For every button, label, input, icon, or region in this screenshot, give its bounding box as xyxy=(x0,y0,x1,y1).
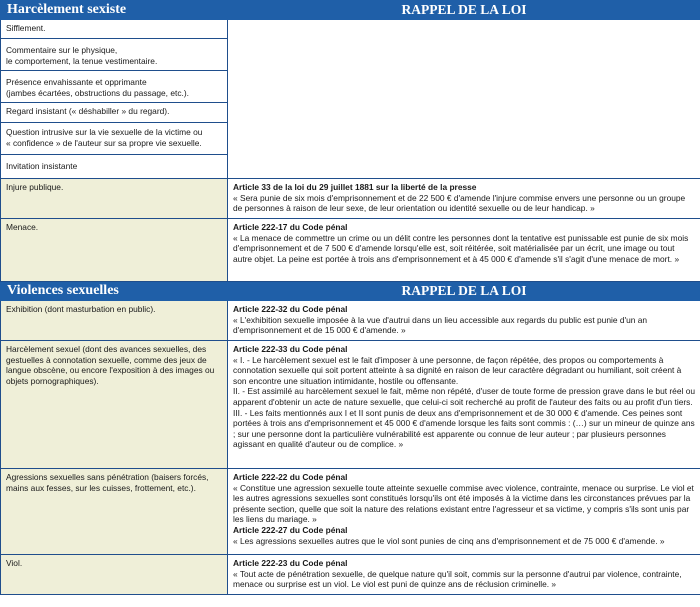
table-row xyxy=(1,301,700,341)
law-cell xyxy=(228,341,700,469)
article-title: Article 222-22 du Code pénal xyxy=(233,472,348,482)
article-text: III. - Les faits mentionnés aux I et II sont punis de deux ans d'emprisonnement et de 30 000 € d'amende. Ces peines sont portées à trois ans d'emprisonnement et 45 000 € d'amende lorsque les faits sont commis : (…) sur un mineur de quinze ans ; sur une personne dont la particulière vulnérabilité est apparente ou connue de leur auteur ; par plusieurs personnes agissant en qualité d'auteur ou de complice. » xyxy=(233,407,695,450)
law-reminder-header: RAPPEL DE LA LOI xyxy=(228,282,700,301)
behavior-cell: Exhibition (dont masturbation en public). xyxy=(1,301,228,341)
section-title: Violences sexuelles xyxy=(1,282,228,301)
law-reminder-header: RAPPEL DE LA LOI xyxy=(228,1,700,20)
article-text: « Tout acte de pénétration sexuelle, de quelque nature qu'il soit, commis sur la personne d'autrui par violence, contrainte, menace ou surprise est un viol. Le viol est puni de quinze ans de réclusion criminelle. » xyxy=(233,568,682,590)
law-cell xyxy=(228,555,700,595)
section-header xyxy=(1,282,700,301)
behavior-cell: Invitation insistante xyxy=(1,155,228,179)
article-text: « Constitue une agression sexuelle toute atteinte sexuelle commise avec violence, contrainte, menace ou surprise. Le viol et les autres agressions sexuelles sont constitués lorsqu'ils ont été imposés à la victime dans les circonstances prévues par la présente section, quelle que soit la nature des relations existant entre l'agresseur et sa victime, y compris s'ils sont unis par les liens du mariage. » xyxy=(233,482,694,525)
behavior-cell: Harcèlement sexuel (dont des avances sexuelles, des gestuelles à connotation sexuelle, comme des jeux de langue obscène, ou encore l'exposition à des images ou objets pornographiques). xyxy=(1,341,228,469)
behavior-cell: Regard insistant (« déshabiller » du regard). xyxy=(1,103,228,123)
article-text: II. - Est assimilé au harcèlement sexuel le fait, même non répété, d'user de toute forme de pression grave dans le but réel ou apparent d'obtenir un acte de nature sexuelle, que celui-ci soit recherché au profit de l'auteur des faits ou au profit d'un tiers. xyxy=(233,386,696,407)
empty-law-cell xyxy=(228,20,700,179)
table-row xyxy=(1,469,700,555)
behavior-cell xyxy=(1,39,228,71)
article-title: Article 222-23 du Code pénal xyxy=(233,558,348,568)
section-title: Harcèlement sexiste xyxy=(1,1,228,20)
table-row xyxy=(1,179,700,219)
article-title: Article 222-32 du Code pénal xyxy=(233,304,348,314)
behavior-text: Commentaire sur le physique, le comportement, la tenue vestimentaire. xyxy=(6,45,158,66)
behavior-cell: Agressions sexuelles sans pénétration (baisers forcés, mains aux fesses, sur les cuisses, frottement, etc.). xyxy=(1,469,228,555)
table-row xyxy=(1,555,700,595)
article-title: Article 222-27 du Code pénal xyxy=(233,524,348,535)
article-text: « La menace de commettre un crime ou un délit contre les personnes dont la tentative est punissable est punie de six mois d'emprisonnement et de 7 500 € d'amende lorsqu'elle est, soit réitérée, soit matérialisée par un écrit, une image ou tout autre objet. La peine est portée à trois ans d'emprisonnement et à 45 000 € d'amende s'il s'agit d'une menace de mort. » xyxy=(233,232,689,264)
table-row xyxy=(1,20,700,39)
behavior-cell: Injure publique. xyxy=(1,179,228,219)
behavior-cell xyxy=(1,123,228,155)
article-title: Article 222-33 du Code pénal xyxy=(233,344,348,354)
table-row xyxy=(1,219,700,282)
section-header xyxy=(1,1,700,20)
behavior-cell: Viol. xyxy=(1,555,228,595)
behavior-cell: Menace. xyxy=(1,219,228,282)
article-text: « L'exhibition sexuelle imposée à la vue d'autrui dans un lieu accessible aux regards du public est punie d'un an d'emprisonnement et de 15 000 € d'amende. » xyxy=(233,314,648,336)
law-cell xyxy=(228,301,700,341)
article-text: « Sera punie de six mois d'emprisonnement et de 22 500 € d'amende l'injure commise envers une personne ou un groupe de personnes à raison de leur sexe, de leur orientation ou identité sexuelle ou de leur handicap. » xyxy=(233,192,686,214)
behavior-cell xyxy=(1,71,228,103)
article-text: « I. - Le harcèlement sexuel est le fait d'imposer à une personne, de façon répétée, des propos ou comportements à connotation sexuelle qui soit portent atteinte à sa dignité en raison de leur caractère dégradant ou humiliant, soit créent à son encontre une situation intimidante, hostile ou offensante. xyxy=(233,354,682,386)
behavior-cell: Sifflement. xyxy=(1,20,228,39)
behavior-text: Présence envahissante et opprimante (jambes écartées, obstructions du passage, etc.). xyxy=(6,77,189,98)
article-title: Article 33 de la loi du 29 juillet 1881 sur la liberté de la presse xyxy=(233,182,477,192)
behavior-text: Question intrusive sur la vie sexuelle de la victime ou « confidence » de l'auteur sur sa propre vie sexuelle. xyxy=(6,127,203,148)
law-cell xyxy=(228,219,700,282)
table-row xyxy=(1,341,700,469)
article-text: « Les agressions sexuelles autres que le viol sont punies de cinq ans d'emprisonnement et de 75 000 € d'amende. » xyxy=(233,535,665,546)
law-cell xyxy=(228,469,700,555)
article-title: Article 222-17 du Code pénal xyxy=(233,222,348,232)
law-cell xyxy=(228,179,700,219)
